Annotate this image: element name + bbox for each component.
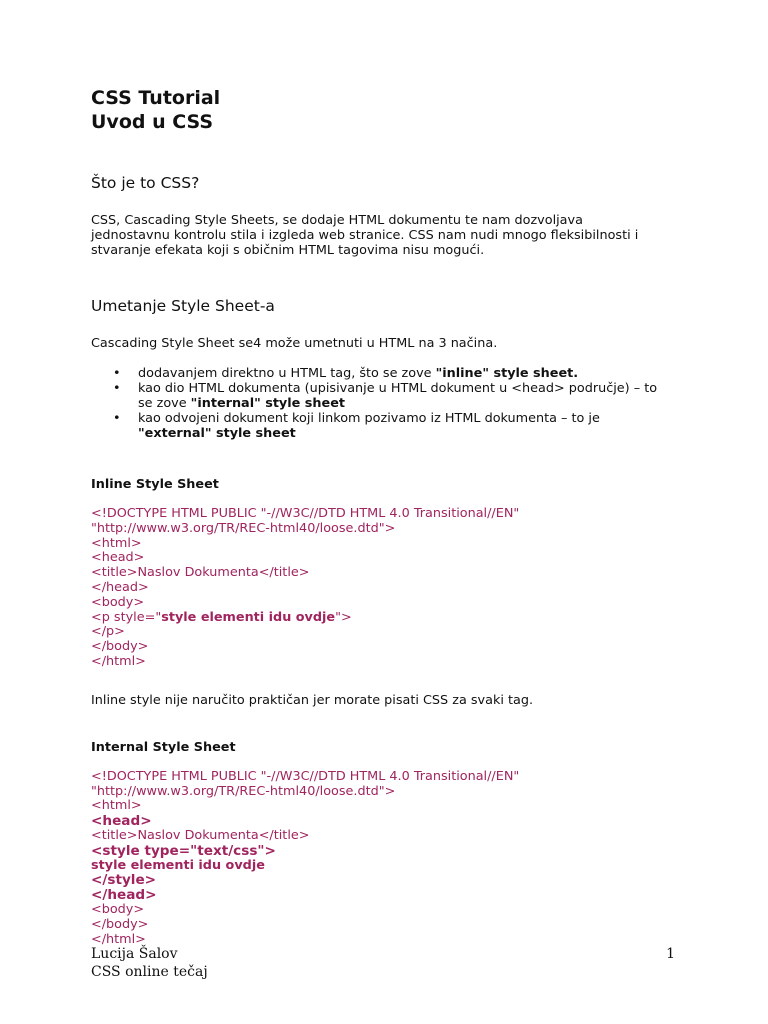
list-item-bold: "external" style sheet bbox=[138, 426, 296, 441]
page-footer bbox=[91, 945, 681, 981]
document-page bbox=[91, 86, 691, 947]
list-item-text: kao dio HTML dokumenta (upisivanje u HTML dokument u <head> područje) – to bbox=[138, 381, 658, 396]
list-item bbox=[91, 381, 691, 411]
list-item-bold: "internal" style sheet bbox=[190, 396, 345, 411]
code-fragment-bold: <style type="text/css"> bbox=[91, 842, 276, 859]
code-fragment-bold: </head> bbox=[91, 887, 157, 904]
code-line: <!DOCTYPE HTML PUBLIC "-//W3C//DTD HTML 4.0 Transitional//EN" bbox=[91, 506, 520, 521]
list-item-text: dodavanjem direktno u HTML tag, što se zove bbox=[138, 366, 436, 381]
code-line bbox=[91, 844, 691, 859]
code-line: </head> bbox=[91, 579, 149, 595]
code-line: <head> bbox=[91, 550, 145, 566]
code-fragment-bold: <head> bbox=[91, 813, 152, 830]
code-line: </html> bbox=[91, 931, 146, 947]
section-paragraph-what-is-css bbox=[91, 213, 691, 258]
inline-heading: Inline Style Sheet bbox=[91, 477, 219, 492]
code-line: </p> bbox=[91, 624, 125, 640]
internal-heading: Internal Style Sheet bbox=[91, 739, 236, 755]
code-line: </body> bbox=[91, 916, 149, 932]
doc-title-line1: CSS Tutorial bbox=[91, 87, 221, 109]
bullet-icon: • bbox=[113, 411, 121, 426]
code-line: </body> bbox=[91, 639, 149, 655]
paragraph-line: CSS, Cascading Style Sheets, se dodaje HTML dokumentu te nam dozvoljava bbox=[91, 213, 583, 228]
bullet-icon: • bbox=[113, 366, 121, 381]
doc-title-line2: Uvod u CSS bbox=[91, 111, 214, 133]
code-line bbox=[91, 859, 691, 874]
code-line: "http://www.w3.org/TR/REC-html40/loose.dtd"> bbox=[91, 520, 396, 536]
code-line: <!DOCTYPE HTML PUBLIC "-//W3C//DTD HTML 4.0 Transitional//EN" bbox=[91, 768, 520, 784]
footer-author: Lucija Šalov bbox=[91, 946, 178, 962]
list-item-text: kao odvojeni dokument koji linkom pozivamo iz HTML dokumenta – to je bbox=[138, 411, 600, 426]
list-item-bold: "inline" style sheet. bbox=[435, 366, 579, 381]
code-line bbox=[91, 611, 691, 626]
internal-code-block bbox=[91, 770, 691, 948]
section-heading-embedding: Umetanje Style Sheet-a bbox=[91, 297, 275, 315]
embedding-intro: Cascading Style Sheet se4 može umetnuti u HTML na 3 načina. bbox=[91, 336, 498, 351]
code-fragment: <p style=" bbox=[91, 609, 162, 625]
code-line: <html> bbox=[91, 798, 142, 814]
code-line: </html> bbox=[91, 653, 146, 669]
code-line bbox=[91, 888, 691, 903]
code-line: <body> bbox=[91, 901, 145, 917]
code-line: <html> bbox=[91, 535, 142, 551]
list-item-text: se zove bbox=[138, 396, 191, 411]
list-item bbox=[91, 411, 691, 441]
doc-title bbox=[91, 86, 691, 134]
footer-course: CSS online tečaj bbox=[91, 964, 208, 980]
code-line: <title>Naslov Dokumenta</title> bbox=[91, 827, 310, 843]
code-fragment: "> bbox=[335, 609, 352, 625]
inline-note: Inline style nije naručito praktičan jer morate pisati CSS za svaki tag. bbox=[91, 692, 534, 708]
bullet-icon: • bbox=[113, 381, 121, 396]
list-item bbox=[91, 366, 691, 381]
paragraph-line: jednostavnu kontrolu stila i izgleda web stranice. CSS nam nudi mnogo fleksibilnosti i bbox=[91, 228, 639, 243]
code-fragment-bold: style elementi idu ovdje bbox=[161, 609, 336, 625]
page-number: 1 bbox=[666, 946, 675, 962]
code-line bbox=[91, 814, 691, 829]
code-fragment-bold: </style> bbox=[91, 872, 157, 889]
code-fragment-bold: style elementi idu ovdje bbox=[91, 857, 265, 873]
code-line: <title>Naslov Dokumenta</title> bbox=[91, 565, 310, 581]
code-line: "http://www.w3.org/TR/REC-html40/loose.dtd"> bbox=[91, 783, 396, 799]
code-line: <body> bbox=[91, 594, 145, 610]
section-heading-what-is-css: Što je to CSS? bbox=[91, 174, 200, 192]
paragraph-line: stvaranje efekata koji s običnim HTML tagovima nisu mogući. bbox=[91, 243, 485, 258]
inline-code-block bbox=[91, 507, 691, 670]
code-line bbox=[91, 873, 691, 888]
embedding-methods-list bbox=[91, 366, 691, 441]
